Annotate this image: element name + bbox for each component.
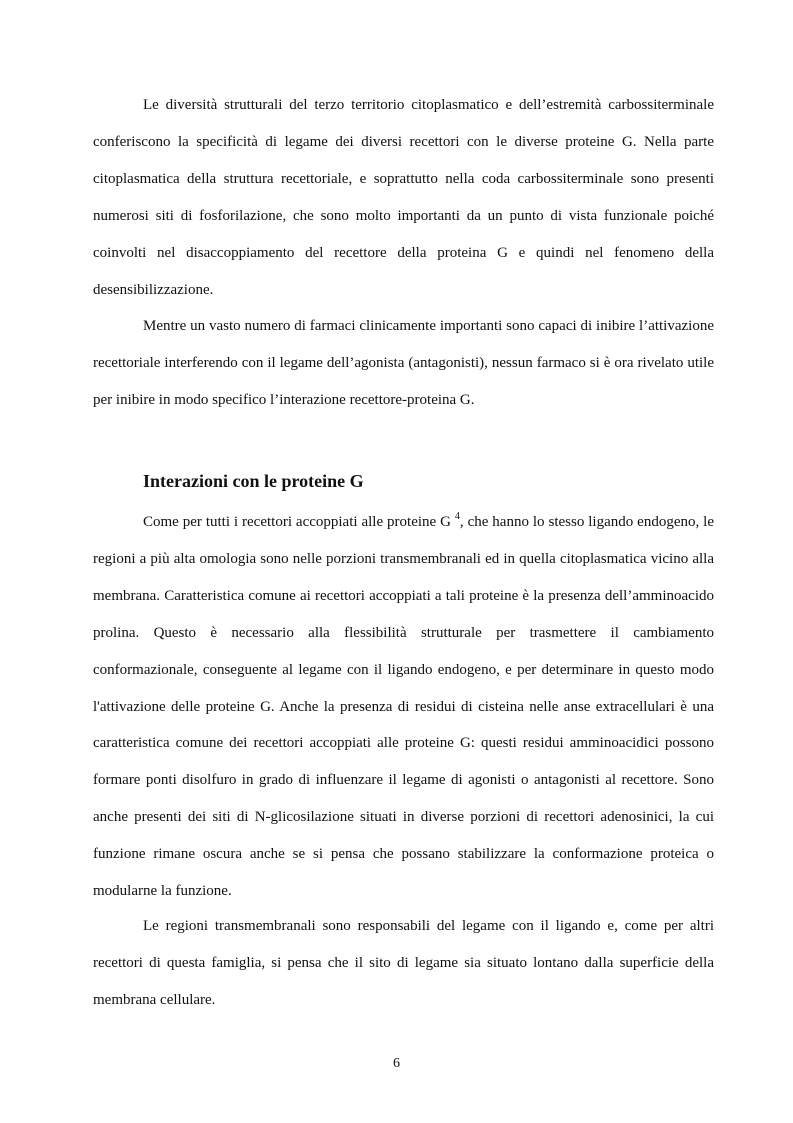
- paragraph-4: Le regioni transmembranali sono responsabili del legame con il ligando e, come per altri recettori di questa famiglia, si pensa che il sito di legame sia situato lontano dalla superficie della membrana cellulare.: [93, 918, 714, 1008]
- footnote-reference: 4: [454, 511, 460, 522]
- page-number: 6: [393, 1056, 400, 1071]
- paragraph-1: Le diversità strutturali del terzo territorio citoplasmatico e dell’estremità carbossiterminale conferiscono la specificità di legame dei diversi recettori con le diverse proteine G. Nella parte citoplasmatica della struttura recettoriale, e soprattutto nella coda carbossiterminale sono presenti numerosi siti di fosforilazione, che sono molto importanti da un punto di vista funzionale poiché coinvolti nel disaccoppiamento del recettore della proteina G e quindi nel fenomeno della desensibilizzazione.: [93, 97, 714, 298]
- paragraph-2: Mentre un vasto numero di farmaci clinicamente importanti sono capaci di inibire l’attivazione recettoriale interferendo con il legame dell’agonista (antagonisti), nessun farmaco si è ora rivelato utile per inibire in modo specifico l’interazione recettore-proteina G.: [93, 318, 714, 408]
- paragraph-3-text-start: Come per tutti i recettori accoppiati alle proteine G: [143, 514, 455, 530]
- paragraph-3: [93, 504, 714, 910]
- section-heading: Interazioni con le proteine G: [143, 471, 364, 491]
- paragraph-3-text-rest: , che hanno lo stesso ligando endogeno, le regioni a più alta omologia sono nelle porzioni transmembranali ed in quella citoplasmatica vicino alla membrana. Caratteristica comune ai recettori accoppiati a tali proteine è la presenza dell’amminoacido prolina. Questo è necessario alla flessibilità strutturale per trasmettere il cambiamento conformazionale, conseguente al legame con il ligando endogeno, e per determinare in questo modo l'attivazione delle proteine G. Anche la presenza di residui di cisteina nelle anse extracellulari è una caratteristica comune dei recettori accoppiati alle proteine G: questi residui amminoacidici possono formare ponti disolfuro in grado di influenzare il legame di agonisti o antagonisti al recettore. Sono anche presenti dei siti di N-glicosilazione situati in diverse porzioni di recettori adenosinici, la cui funzione rimane oscura anche se si pensa che possano stabilizzare la conformazione proteica o modularne la funzione.: [93, 514, 714, 900]
